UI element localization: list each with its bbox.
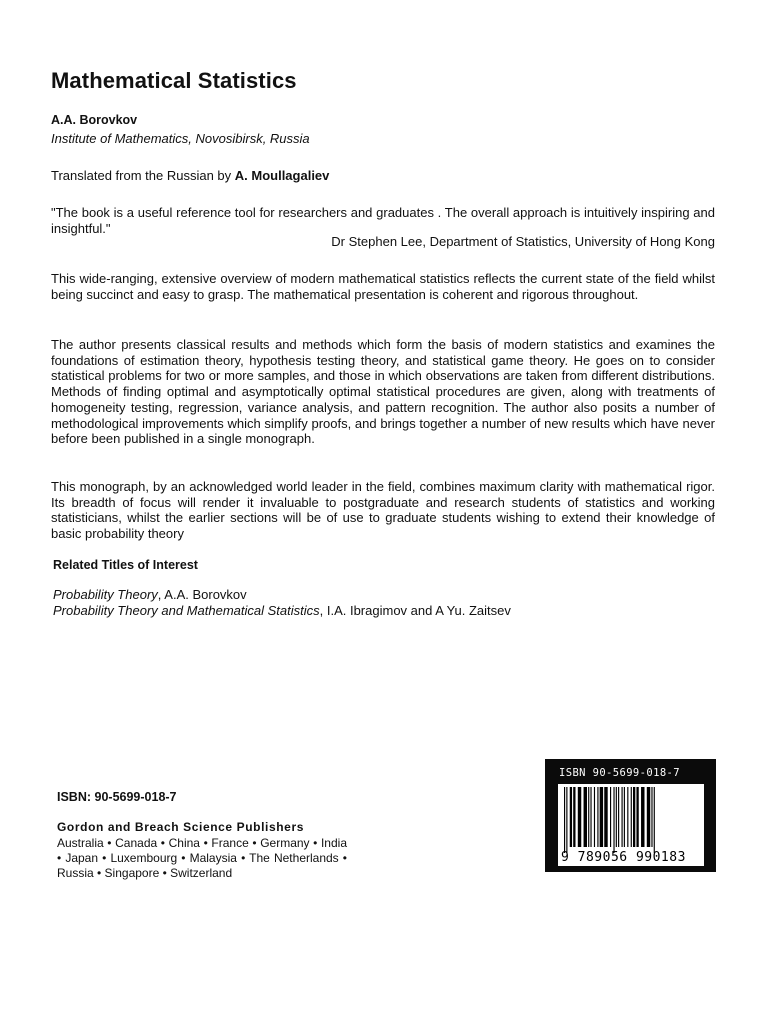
related-titles-heading: Related Titles of Interest — [53, 558, 198, 572]
description-paragraph-1: This wide-ranging, extensive overview of modern mathematical statistics reflects the current state of the field whilst being succinct and easy to grasp. The mathematical presentation is coherent and rigorous throughout. — [51, 271, 715, 302]
author-name: A.A. Borovkov — [51, 113, 138, 127]
barcode-bar — [641, 787, 644, 847]
author-affiliation: Institute of Mathematics, Novosibirsk, Russia — [51, 131, 310, 146]
barcode-bar — [654, 787, 655, 853]
related-title-name: Probability Theory and Mathematical Statistics — [53, 603, 320, 618]
barcode-bar — [613, 787, 614, 853]
barcode-bar — [651, 787, 652, 847]
barcode-bar — [564, 787, 565, 853]
review-quote: "The book is a useful reference tool for researchers and graduates . The overall approach is intuitively inspiring and insightful." — [51, 205, 715, 236]
barcode-bar — [627, 787, 628, 847]
barcode-bar — [566, 787, 567, 853]
barcode-bar — [600, 787, 603, 847]
related-title-authors: , A.A. Borovkov — [157, 587, 247, 602]
barcode-bar — [578, 787, 581, 847]
barcode — [545, 759, 716, 872]
barcode-bar — [594, 787, 595, 847]
related-title-item — [53, 587, 247, 602]
related-title-item — [53, 603, 511, 618]
related-title-name: Probability Theory — [53, 587, 158, 602]
publisher-locations: Australia • Canada • China • France • Germany • India • Japan • Luxembourg • Malaysia • The Netherlands • Russia • Singapore • Switzerland — [57, 836, 347, 880]
description-paragraph-2: The author presents classical results and methods which form the basis of modern statistics and examines the foundations of estimation theory, hypothesis testing theory, and statistical game theory. He goes on to consider statistical problems for two or more samples, and those in which observations are taken from different distributions. Methods of finding optimal and asymptotically optimal statistical procedures are given, along with treatments of homogeneity testing, regression, variance analysis, and pattern recognition. The author also posits a number of methodological improvements which simplify proofs, and brings together a number of new results which have never before been published in a single monograph. — [51, 337, 715, 447]
translation-credit — [51, 168, 329, 183]
barcode-bar — [590, 787, 591, 847]
barcode-bar — [647, 787, 650, 847]
barcode-bar — [624, 787, 625, 847]
barcode-area — [558, 784, 704, 866]
barcode-bar — [636, 787, 638, 847]
barcode-bar — [597, 787, 598, 847]
barcode-isbn: ISBN 90-5699-018-7 — [559, 767, 680, 779]
barcode-bar — [633, 787, 635, 847]
barcode-bar — [610, 787, 611, 847]
barcode-bar — [584, 787, 587, 847]
publisher-name: Gordon and Breach Science Publishers — [57, 820, 304, 834]
barcode-bar — [570, 787, 572, 847]
barcode-number: 9 789056 990183 — [561, 850, 686, 865]
barcode-bar — [588, 787, 589, 847]
isbn-label: ISBN: 90-5699-018-7 — [57, 790, 177, 804]
barcode-bar — [622, 787, 623, 847]
barcode-bar — [604, 787, 607, 847]
book-title: Mathematical Statistics — [51, 68, 297, 93]
quote-attribution: Dr Stephen Lee, Department of Statistics, University of Hong Kong — [331, 234, 715, 249]
related-title-authors: , I.A. Ibragimov and A Yu. Zaitsev — [319, 603, 511, 618]
translator-name: A. Moullagaliev — [234, 168, 330, 183]
description-paragraph-3: This monograph, by an acknowledged world leader in the field, combines maximum clarity with mathematical rigor. Its breadth of focus will render it invaluable to postgraduate and research students of statistics and working statisticians, whilst the earlier sections will be of use to graduate students wishing to extend their knowledge of basic probability theory — [51, 479, 715, 542]
barcode-bar — [618, 787, 619, 847]
translation-prefix: Translated from the Russian by — [51, 168, 235, 183]
barcode-bar — [573, 787, 575, 847]
barcode-bar — [631, 787, 632, 847]
barcode-bar — [616, 787, 617, 847]
